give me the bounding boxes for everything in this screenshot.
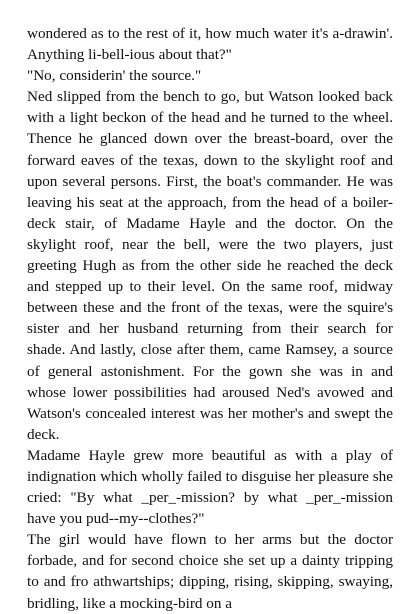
paragraph-continuation: wondered as to the rest of it, how much water it's a-drawin'. Anything li-bell-ious about that?" — [27, 25, 393, 64]
paragraph-girl: The girl would have flown to her arms but the doctor forbade, and for second choice she set up a dainty tripping to and fro athwartships; dipping, rising, skipping, swaying, bridling, like a mocking-bird on a — [27, 531, 393, 612]
document-page — [27, 23, 393, 614]
paragraph-madame-hayle: Madame Hayle grew more beautiful as with a play of indignation which wholly failed to disguise her pleasure she cried: "By what _per_-mission? by what _per_-mission have you pud--my--clothes?" — [27, 446, 393, 528]
paragraph-dialogue: "No, considerin' the source." — [27, 67, 202, 85]
paragraph-narrative: Ned slipped from the bench to go, but Watson looked back with a light beckon of the head and he turned to the wheel. Thence he glanced down over the breast-board, over the forward eaves of the texas, down to the skylight roof and upon several persons. First, the boat's commander. He was leaving his seat at the approach, from the head of a boiler-deck stair, of Madame Hayle and the doctor. On the skylight roof, near the bell, were the two players, just greeting Hugh as from the other side he reached the deck and stepped up to their level. On the same roof, midway between these and the front of the texas, were the squire's sister and her husband returning from their search for shade. And lastly, close after them, came Ramsey, a source of general astonishment. For the gown she was in and whose lower possibilities had aroused Ned's avowed and Watson's concealed interest was her mother's and swept the deck. — [27, 88, 393, 443]
